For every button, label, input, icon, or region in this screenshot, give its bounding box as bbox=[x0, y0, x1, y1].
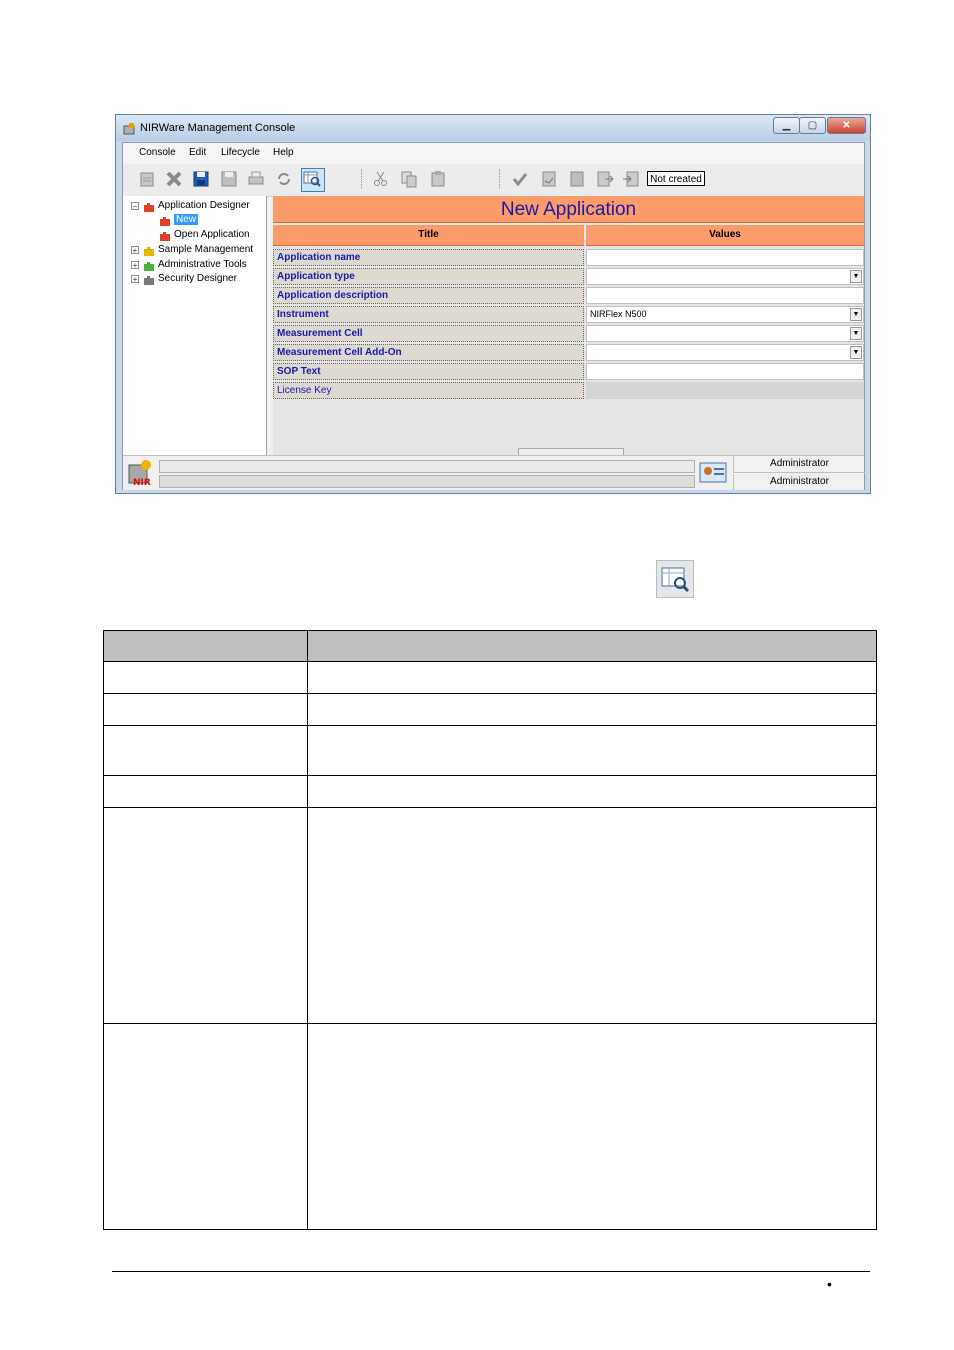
client-area bbox=[122, 142, 865, 490]
svg-text:NIR: NIR bbox=[133, 478, 151, 487]
measurement-cell-select[interactable] bbox=[586, 325, 864, 342]
application-form-panel bbox=[273, 196, 864, 455]
table-cell bbox=[307, 775, 877, 808]
puzzle-red-icon bbox=[159, 214, 171, 226]
minimize-button[interactable]: ▁ bbox=[773, 117, 800, 134]
search-view-icon bbox=[656, 560, 694, 598]
navigation-tree bbox=[123, 196, 267, 455]
measurement-cell-addon-select[interactable] bbox=[586, 344, 864, 361]
new-doc-icon[interactable] bbox=[137, 169, 157, 189]
license-key-label: License Key bbox=[273, 382, 584, 399]
column-header-title: Title bbox=[273, 225, 584, 246]
table-cell bbox=[103, 1023, 308, 1230]
print-icon[interactable] bbox=[246, 169, 266, 189]
field-label: Application type bbox=[273, 268, 584, 285]
export-icon[interactable] bbox=[595, 169, 615, 189]
current-role-label: Administrator bbox=[733, 474, 865, 490]
nirware-app-icon bbox=[123, 122, 135, 134]
description-table bbox=[103, 630, 877, 1230]
window-title: NIRWare Management Console bbox=[140, 122, 296, 134]
menu-lifecycle[interactable]: Lifecycle bbox=[221, 147, 260, 158]
table-cell bbox=[103, 661, 308, 694]
expand-icon[interactable]: + bbox=[132, 275, 138, 284]
save-icon[interactable] bbox=[191, 169, 211, 189]
sop-text-input[interactable] bbox=[586, 363, 864, 380]
dropdown-arrow-icon[interactable]: ▼ bbox=[850, 346, 862, 359]
refresh-icon[interactable] bbox=[274, 169, 294, 189]
puzzle-red-icon bbox=[159, 229, 171, 241]
expand-icon[interactable]: + bbox=[132, 246, 138, 255]
search-view-icon[interactable] bbox=[301, 168, 325, 192]
approve-icon[interactable] bbox=[510, 169, 530, 189]
menu-console[interactable]: Console bbox=[139, 147, 176, 158]
table-cell bbox=[103, 775, 308, 808]
field-label: Application name bbox=[273, 249, 584, 266]
column-header-values: Values bbox=[586, 225, 864, 246]
menu-help[interactable]: Help bbox=[273, 147, 294, 158]
puzzle-green-icon bbox=[143, 259, 155, 271]
collapse-icon[interactable]: − bbox=[132, 202, 138, 211]
tree-item-open-application[interactable]: Open Application bbox=[174, 229, 250, 240]
license-key-value bbox=[586, 382, 864, 399]
toolbar bbox=[123, 164, 864, 197]
maximize-button[interactable]: ▢ bbox=[799, 117, 826, 134]
progress-bar bbox=[159, 460, 695, 473]
dropdown-arrow-icon[interactable]: ▼ bbox=[850, 327, 862, 340]
dropdown-arrow-icon[interactable]: ▼ bbox=[850, 308, 862, 321]
field-label: Instrument bbox=[273, 306, 584, 323]
field-label: SOP Text bbox=[273, 363, 584, 380]
tree-item-application-designer[interactable]: Application Designer bbox=[158, 200, 250, 211]
progress-bar bbox=[159, 475, 695, 488]
table-cell bbox=[103, 725, 308, 776]
cut-icon[interactable] bbox=[371, 169, 391, 189]
field-label: Measurement Cell Add-On bbox=[273, 344, 584, 361]
table-header-cell bbox=[103, 630, 308, 662]
archive-icon[interactable] bbox=[567, 169, 587, 189]
table-cell bbox=[307, 807, 877, 1024]
table-cell bbox=[307, 1023, 877, 1230]
tree-item-sample-management[interactable]: Sample Management bbox=[158, 244, 254, 255]
app-window-screenshot bbox=[115, 114, 871, 494]
toolbar-separator bbox=[361, 169, 364, 189]
instrument-select[interactable] bbox=[586, 306, 864, 323]
expand-icon[interactable]: + bbox=[132, 261, 138, 270]
table-header-cell bbox=[307, 630, 877, 662]
toolbar-separator bbox=[499, 169, 502, 189]
delete-icon[interactable] bbox=[164, 169, 184, 189]
application-description-input[interactable] bbox=[586, 287, 864, 304]
title-bar bbox=[116, 115, 870, 141]
status-bar bbox=[123, 455, 864, 490]
sign-icon[interactable] bbox=[539, 169, 559, 189]
puzzle-red-icon bbox=[143, 200, 155, 212]
paste-icon[interactable] bbox=[428, 169, 448, 189]
import-icon[interactable] bbox=[621, 169, 641, 189]
table-cell bbox=[307, 693, 877, 726]
copy-icon[interactable] bbox=[399, 169, 419, 189]
instrument-value: NIRFlex N500 bbox=[590, 309, 647, 319]
footer-rule bbox=[112, 1271, 870, 1272]
field-label: Application description bbox=[273, 287, 584, 304]
puzzle-grey-icon bbox=[143, 273, 155, 285]
menu-edit[interactable]: Edit bbox=[189, 147, 207, 158]
footer-bullet: • bbox=[827, 1276, 832, 1292]
user-card-icon bbox=[699, 461, 727, 485]
table-cell bbox=[307, 661, 877, 694]
table-cell bbox=[103, 807, 308, 1024]
save-all-icon[interactable] bbox=[219, 169, 239, 189]
tree-item-security-designer[interactable]: Security Designer bbox=[158, 273, 237, 284]
close-button[interactable]: ✕ bbox=[827, 117, 866, 134]
field-label: Measurement Cell bbox=[273, 325, 584, 342]
nir-logo-icon bbox=[127, 459, 155, 487]
form-header bbox=[273, 196, 864, 223]
form-title: New Application bbox=[500, 199, 637, 220]
current-user-label: Administrator bbox=[733, 456, 865, 473]
document-status-label: Not created bbox=[647, 171, 705, 186]
application-type-select[interactable] bbox=[586, 268, 864, 285]
tree-item-new[interactable]: New bbox=[176, 214, 197, 225]
application-name-input[interactable] bbox=[586, 249, 864, 266]
tree-item-administrative-tools[interactable]: Administrative Tools bbox=[158, 259, 247, 270]
table-cell bbox=[307, 725, 877, 776]
puzzle-yellow-icon bbox=[143, 244, 155, 256]
dropdown-arrow-icon[interactable]: ▼ bbox=[850, 270, 862, 283]
table-cell bbox=[103, 693, 308, 726]
menu-bar bbox=[123, 143, 864, 163]
